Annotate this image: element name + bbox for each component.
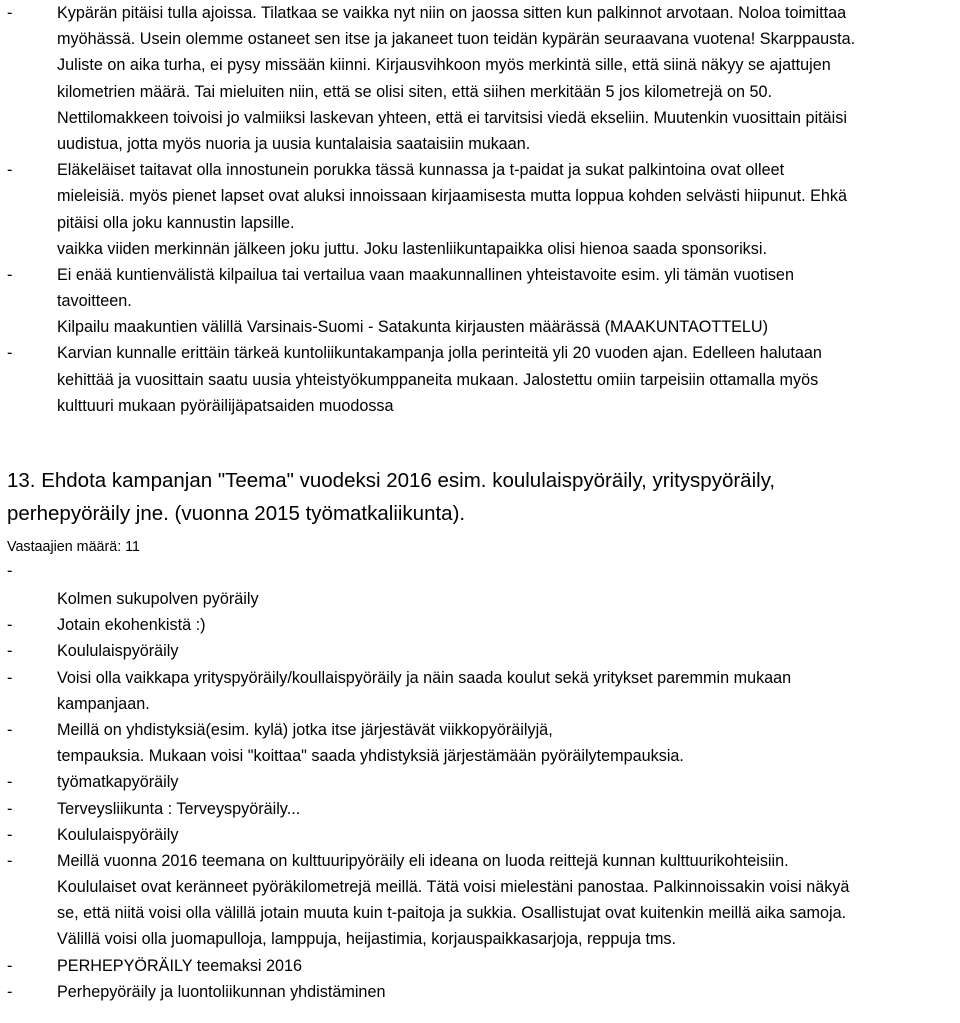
list-item-line <box>0 52 960 78</box>
list-item-text: Koululaiset ovat keränneet pyöräkilometrejä meillä. Tätä voisi mielestäni panostaa. Palkinnoissakin voisi näkyä <box>57 878 850 897</box>
list-item-line <box>0 183 960 209</box>
list-item-line <box>0 105 960 131</box>
list-item-text: Eläkeläiset taitavat olla innostunein porukka tässä kunnassa ja t-paidat ja sukat palkintoina ovat olleet <box>57 161 785 180</box>
list-item-line <box>0 340 960 366</box>
list-item-line <box>0 691 960 717</box>
list-item-text: Ei enää kuntienvälistä kilpailua tai vertailua vaan maakunnallinen yhteistavoite esim. yli tämän vuotisen <box>57 265 794 284</box>
list-item-line <box>0 874 960 900</box>
list-item-text: Kolmen sukupolven pyöräily <box>57 590 259 608</box>
list-item-text: Meillä on yhdistyksiä(esim. kylä) jotka itse järjestävät viikkopyöräilyjä, <box>57 720 553 739</box>
list-dash: - <box>7 982 13 1001</box>
list-item-line <box>0 367 960 393</box>
list-item-text: Koululaispyöräily <box>57 642 179 661</box>
list-item-line <box>0 393 960 419</box>
list-item-text: se, että niitä voisi olla välillä jotain muuta kuin t-paitoja ja sukkia. Osallistujat ovat kuitenkin meillä aika samoja. <box>57 904 847 923</box>
list-item-text: Nettilomakkeen toivoisi jo valmiiksi laskevan yhteen, että ei tarvitsisi viedä ekseliin. Muutenkin vuosittain pitäisi <box>57 108 847 127</box>
list-item-line <box>0 665 960 691</box>
list-item-line <box>0 822 960 848</box>
list-item-text: Juliste on aika turha, ei pysy missään kiinni. Kirjausvihkoon myös merkintä sille, että siinä näkyy se ajattujen <box>57 56 831 75</box>
list-item-line <box>0 900 960 926</box>
list-item-line <box>0 210 960 236</box>
list-item-text: tavoitteen. <box>57 292 132 311</box>
list-item-text: mieleisiä. myös pienet lapset ovat aluksi innoissaan kirjaamisesta mutta loppua kohden selvästi hiipunut. Ehkä <box>57 187 848 206</box>
list-item-text: työmatkapyöräily <box>57 773 179 792</box>
list-item-line <box>0 26 960 52</box>
list-item-line <box>0 743 960 769</box>
list-item-text: vaikka viiden merkinnän jälkeen joku juttu. Joku lastenliikuntapaikka olisi hienoa saada sponsoriksi. <box>57 239 767 258</box>
list-item-line <box>0 262 960 288</box>
list-item-line <box>0 979 960 1005</box>
list-item-line <box>0 131 960 157</box>
list-dash: - <box>7 668 13 687</box>
list-dash: - <box>7 562 13 580</box>
list-item-text: myöhässä. Usein olemme ostaneet sen itse ja jakaneet tuon teidän kypärän seuraavana vuotena! Skarppausta. <box>57 30 856 49</box>
list-item-line <box>0 314 960 340</box>
list-dash: - <box>7 344 13 363</box>
list-item-line <box>0 848 960 874</box>
list-item-line <box>0 953 960 979</box>
list-item-line <box>0 236 960 262</box>
list-item-text: kehittää ja vuosittain saatu uusia yhteistyökumppaneita mukaan. Jalostettu omiin tarpeisiin ottamalla myös <box>57 370 819 389</box>
list-item-line <box>0 79 960 105</box>
list-item-text: kulttuuri mukaan pyöräilijäpatsaiden muodossa <box>57 396 394 415</box>
list-item-text: Voisi olla vaikkapa yrityspyöräily/koullaispyöräily ja näin saada koulut sekä yritykset paremmin mukaan <box>57 668 792 687</box>
list-item-text: Jotain ekohenkistä :) <box>57 616 206 635</box>
list-dash: - <box>7 851 13 870</box>
list-item-text: Meillä vuonna 2016 teemana on kulttuuripyöräily eli ideana on luoda reittejä kunnan kulttuurikohteisiin. <box>57 851 789 870</box>
list-item-line <box>0 0 960 26</box>
list-item-line <box>0 288 960 314</box>
list-dash: - <box>7 616 13 635</box>
list-item-line <box>0 796 960 822</box>
question-line-1: 13. Ehdota kampanjan "Teema" vuodeksi 2016 esim. koululaispyöräily, yrityspyöräily, <box>7 469 776 492</box>
list-dash: - <box>7 265 13 284</box>
list-item-line <box>0 717 960 743</box>
list-item-line <box>0 586 960 612</box>
list-item-text: pitäisi olla joku kannustin lapsille. <box>57 213 295 232</box>
question-heading <box>7 464 947 530</box>
list-item-text: Karvian kunnalle erittäin tärkeä kuntoliikuntakampanja jolla perinteitä yli 20 vuoden ajan. Edelleen halutaan <box>57 344 822 363</box>
list-dash: - <box>7 720 13 739</box>
list-item-line <box>0 612 960 638</box>
list-item-text: Kypärän pitäisi tulla ajoissa. Tilatkaa se vaikka nyt niin on jaossa sitten kun palkinnot arvotaan. Noloa toimittaa <box>57 4 847 22</box>
list-item-text: Välillä voisi olla juomapulloja, lamppuja, heijastimia, korjauspaikkasarjoja, reppuja tms. <box>57 930 677 949</box>
list-item-line <box>0 157 960 183</box>
list-item-line <box>0 638 960 664</box>
list-item-text: Koululaispyöräily <box>57 825 179 844</box>
respondent-count: Vastaajien määrä: 11 <box>7 539 140 555</box>
previous-answers-list <box>0 0 960 419</box>
list-item-text: kampanjaan. <box>57 694 150 713</box>
list-item-line <box>0 926 960 952</box>
list-item-text: uudistua, jotta myös nuoria ja uusia kuntalaisia saataisiin mukaan. <box>57 134 531 153</box>
list-item-text: Kilpailu maakuntien välillä Varsinais-Suomi - Satakunta kirjausten määrässä (MAAKUNTAOTTELU) <box>57 318 769 337</box>
list-dash: - <box>7 642 13 661</box>
list-item-line <box>0 769 960 795</box>
list-dash: - <box>7 825 13 844</box>
list-dash: - <box>7 773 13 792</box>
answers-list <box>0 586 960 1005</box>
list-item-text: Terveysliikunta : Terveyspyöräily... <box>57 799 301 818</box>
list-dash: - <box>7 161 13 180</box>
list-item-text: kilometrien määrä. Tai mieluiten niin, että se olisi siten, että siihen merkitään 5 jos kilometrejä on 50. <box>57 82 772 101</box>
list-item-text: PERHEPYÖRÄILY teemaksi 2016 <box>57 956 303 975</box>
question-line-2: perhepyöräily jne. (vuonna 2015 työmatkaliikunta). <box>7 502 466 525</box>
list-dash: - <box>7 4 13 22</box>
list-item-text: Perhepyöräily ja luontoliikunnan yhdistäminen <box>57 982 386 1001</box>
list-dash: - <box>7 799 13 818</box>
list-dash: - <box>7 956 13 975</box>
list-item-text: tempauksia. Mukaan voisi "koittaa" saada yhdistyksiä järjestämään pyöräilytempauksia. <box>57 747 684 766</box>
